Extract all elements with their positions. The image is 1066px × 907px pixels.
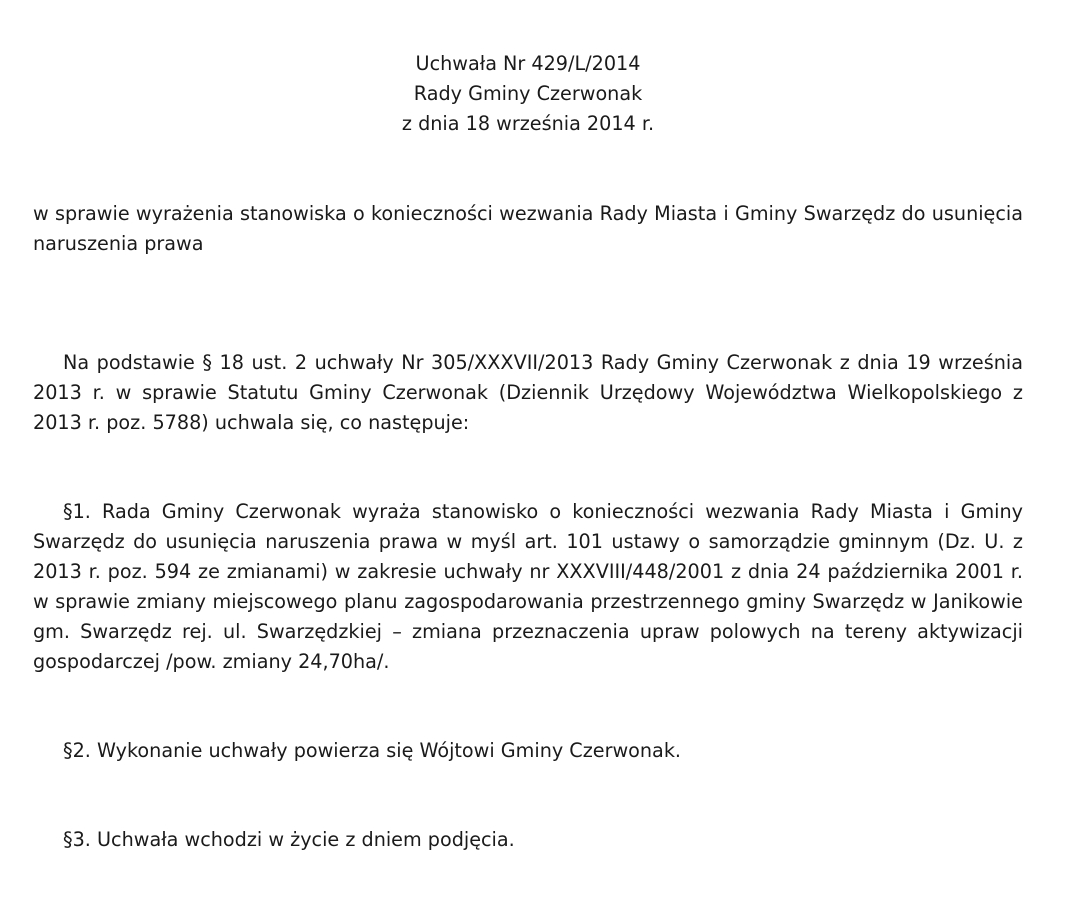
paragraph-3: §3. Uchwała wchodzi w życie z dniem podjęcia.	[63, 828, 515, 851]
paragraph-2: §2. Wykonanie uchwały powierza się Wójtowi Gminy Czerwonak.	[63, 739, 682, 762]
resolution-header	[33, 49, 1023, 139]
document	[33, 49, 1023, 855]
paragraph-1: §1. Rada Gminy Czerwonak wyraża stanowisko o konieczności wezwania Rady Miasta i Gminy Swarzędz do usunięcia naruszenia prawa w myśl art. 101 ustawy o samorządzie gminnym (Dz. U. z 2013 r. poz. 594 ze zmianami) w zakresie uchwały nr XXXVIII/448/2001 z dnia 24 października 2001 r. w sprawie zmiany miejscowego planu zagospodarowania przestrzennego gminy Swarzędz w Janikowie gm. Swarzędz rej. ul. Swarzędzkiej – zmiana przeznaczenia upraw polowych na tereny aktywizacji gospodarczej /pow. zmiany 24,70ha/.	[33, 500, 1023, 673]
resolution-number: Uchwała Nr 429/L/2014	[415, 52, 641, 75]
issuing-body: Rady Gminy Czerwonak	[413, 82, 643, 105]
resolution-date: z dnia 18 września 2014 r.	[401, 112, 655, 135]
legal-basis: Na podstawie § 18 ust. 2 uchwały Nr 305/XXXVII/2013 Rady Gminy Czerwonak z dnia 19 września 2013 r. w sprawie Statutu Gminy Czerwonak (Dziennik Urzędowy Województwa Wielkopolskiego z 2013 r. poz. 5788) uchwala się, co następuje:	[33, 351, 1023, 434]
resolution-subject: w sprawie wyrażenia stanowiska o konieczności wezwania Rady Miasta i Gminy Swarzędz do usunięcia naruszenia prawa	[33, 202, 1023, 255]
